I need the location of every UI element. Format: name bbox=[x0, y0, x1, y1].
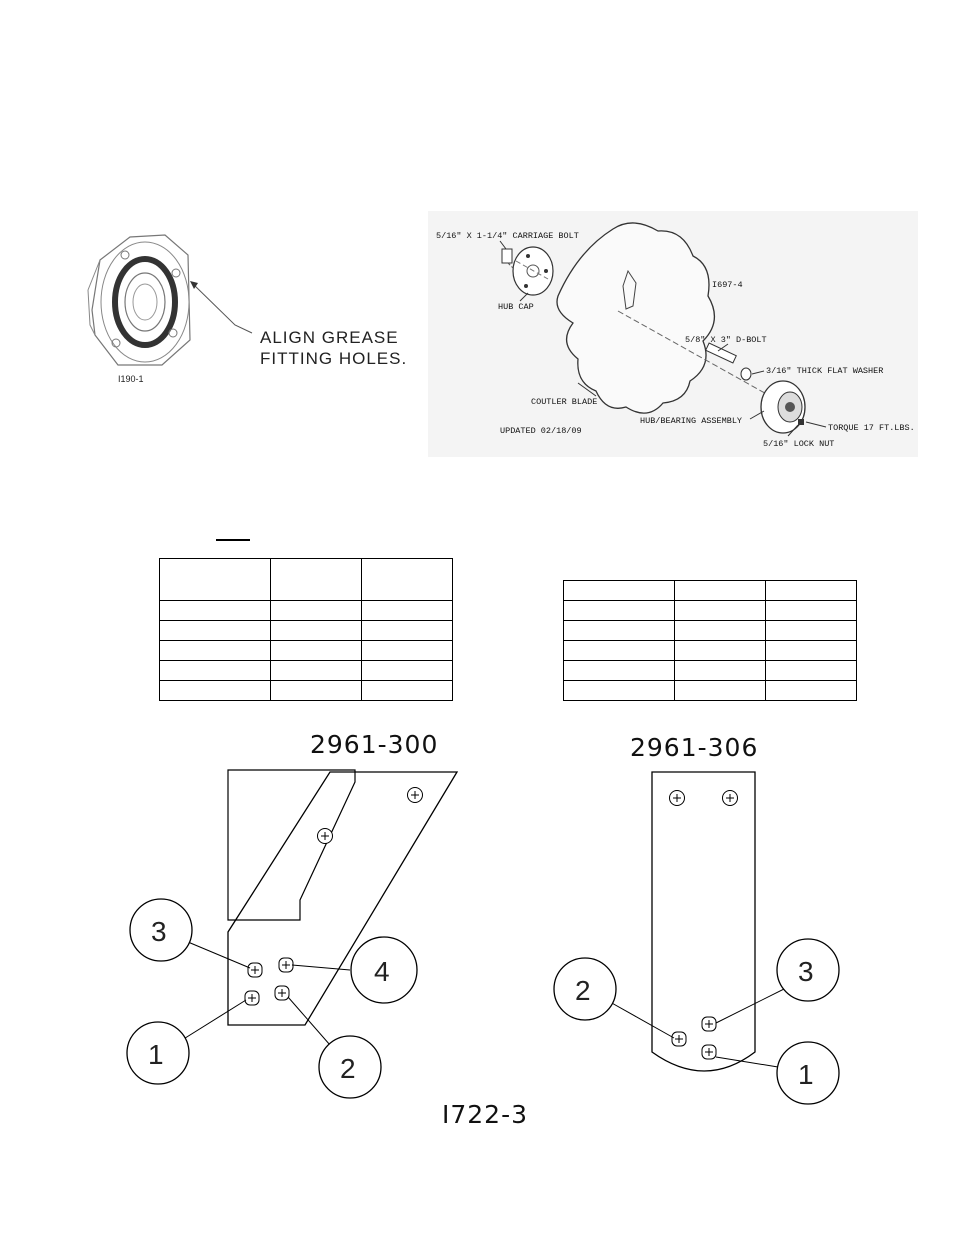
part-number-left: 2961-300 bbox=[310, 730, 439, 759]
grease-callout-line2: FITTING HOLES. bbox=[260, 349, 408, 368]
label-figure-id: I697-4 bbox=[712, 280, 743, 290]
label-flat-washer: 3/16" THICK FLAT WASHER bbox=[766, 366, 884, 376]
left-spec-table bbox=[159, 558, 453, 701]
label-hub-cap: HUB CAP bbox=[498, 302, 534, 312]
label-d-bolt: 5/8" X 3" D-BOLT bbox=[685, 335, 767, 345]
right-spec-table bbox=[563, 580, 857, 701]
bracket-figure bbox=[100, 760, 860, 1120]
label-carriage-bolt: 5/16" X 1-1/4" CARRIAGE BOLT bbox=[436, 231, 579, 241]
hub-grease-figure bbox=[70, 215, 410, 395]
part-number-right: 2961-306 bbox=[630, 733, 759, 762]
table-heading-underline bbox=[216, 539, 250, 541]
label-updated: UPDATED 02/18/09 bbox=[500, 426, 582, 436]
hub-figure-id: I190-1 bbox=[118, 374, 144, 384]
label-lock-nut: 5/16" LOCK NUT bbox=[763, 439, 835, 449]
bracket-figure-id: I722-3 bbox=[442, 1100, 529, 1129]
callout-right-3: 3 bbox=[798, 956, 814, 987]
grease-callout-line1: ALIGN GREASE bbox=[260, 328, 399, 347]
label-coulter-blade: COUTLER BLADE bbox=[531, 397, 598, 407]
callout-left-4: 4 bbox=[374, 956, 390, 987]
callout-right-1: 1 bbox=[798, 1059, 814, 1090]
callout-right-2: 2 bbox=[575, 975, 591, 1006]
label-hub-bearing: HUB/BEARING ASSEMBLY bbox=[640, 416, 743, 426]
callout-left-2: 2 bbox=[340, 1053, 356, 1084]
callout-left-1: 1 bbox=[148, 1039, 164, 1070]
label-torque: TORQUE 17 FT.LBS. bbox=[828, 423, 915, 433]
callout-left-3: 3 bbox=[151, 916, 167, 947]
coulter-assembly-figure bbox=[428, 211, 918, 457]
